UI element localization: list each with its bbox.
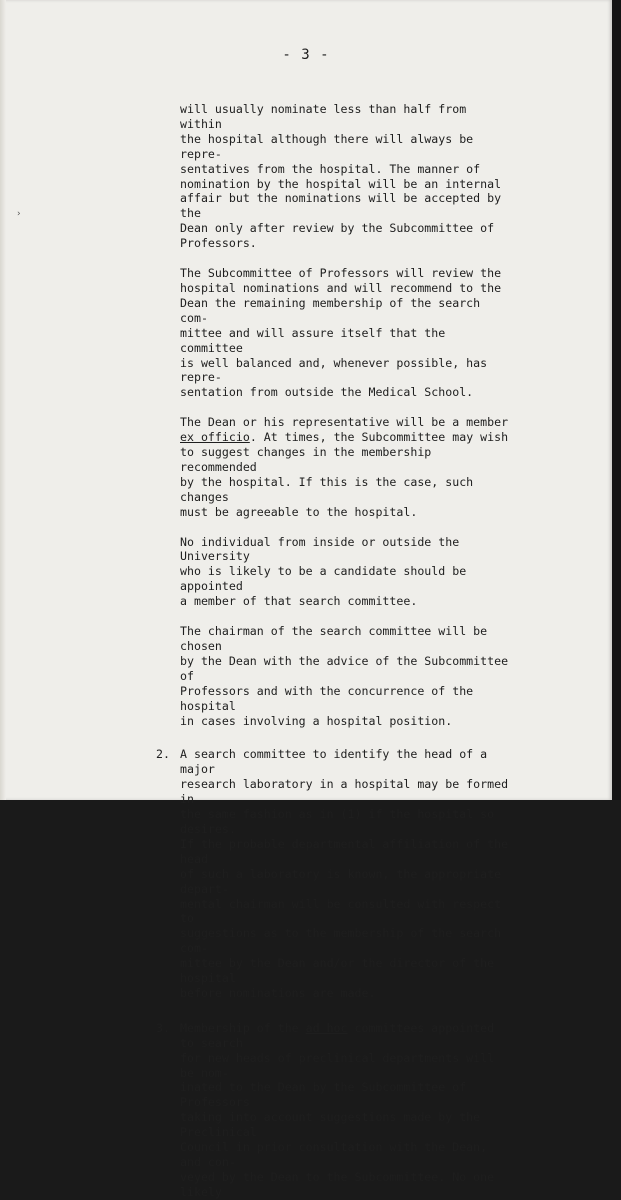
ex-officio-term: ex officio bbox=[180, 430, 250, 445]
paragraph-nomination: will usually nominate less than half from within the hospital although there will always be repre- sentatives from the hospital. The manner of nomination by the hospital will be an internal affair but the nominations will be accepted by the Dean only after review by the Subcommittee of Professors. bbox=[180, 102, 502, 251]
ad-hoc-term: ad hoc bbox=[305, 1020, 348, 1035]
page-number: - 3 - bbox=[282, 47, 330, 63]
paragraph-subcommittee-review: The Subcommittee of Professors will review the hospital nominations and will recommend to the Dean the remaining membership of the search com- mittee and will assure itself that the committee is well balanced and, whenever possible, has repre- sentation from outside the Medical School. bbox=[180, 266, 502, 400]
item-number: 3. bbox=[156, 1020, 170, 1035]
paragraph-chairman: The chairman of the search committee will be chosen by the Dean with the advice of the Subcommittee of Professors and with the concurrence of the hospital in cases involving a hospital position. bbox=[180, 624, 509, 728]
list-item-3 bbox=[156, 1020, 510, 1200]
item-text: A search committee to identify the head of a major research laboratory in a hospital may be formed in the same fashion as in (1) if the hospital so desires. If the probable departmental affiliation of the head of such a laboratory is known, the appropriate depart- mental chairman will be consulted with respect to suggestions as to the membership of the search com- mittee by the Dean and/or the director of the hospital before nominations are made. bbox=[180, 747, 509, 1000]
list-item-2 bbox=[156, 747, 510, 1000]
item-3-rest: committees appointed to search for new heads of preclinical departments will be nom- inated to the Dean by the Subcommittee of Professors taking into account suggestions made by the Preclinical Council in prior consultation with the Dean, and con- veyed by the Dean to the Subcommittee. No one likely bbox=[180, 1020, 495, 1199]
page-edge bbox=[0, 0, 6, 800]
item-3-pre: Membership of the bbox=[180, 1020, 306, 1035]
scan-border bbox=[612, 0, 621, 800]
dean-line-1: The Dean or his representative will be a member bbox=[180, 415, 509, 430]
document-body bbox=[156, 102, 510, 1200]
paragraph-candidate-exclusion: No individual from inside or outside the University who is likely to be a candidate should be appointed a member of that search committee. bbox=[180, 534, 467, 609]
item-text bbox=[180, 1021, 510, 1200]
paragraph-dean-member bbox=[180, 415, 510, 519]
item-number: 2. bbox=[156, 747, 170, 762]
dean-rest: . At times, the Subcommittee may wish to suggest changes in the membership recommended by the hospital. If this is the case, such changes must be agreeable to the hospital. bbox=[180, 430, 509, 519]
margin-mark: › bbox=[16, 209, 22, 219]
